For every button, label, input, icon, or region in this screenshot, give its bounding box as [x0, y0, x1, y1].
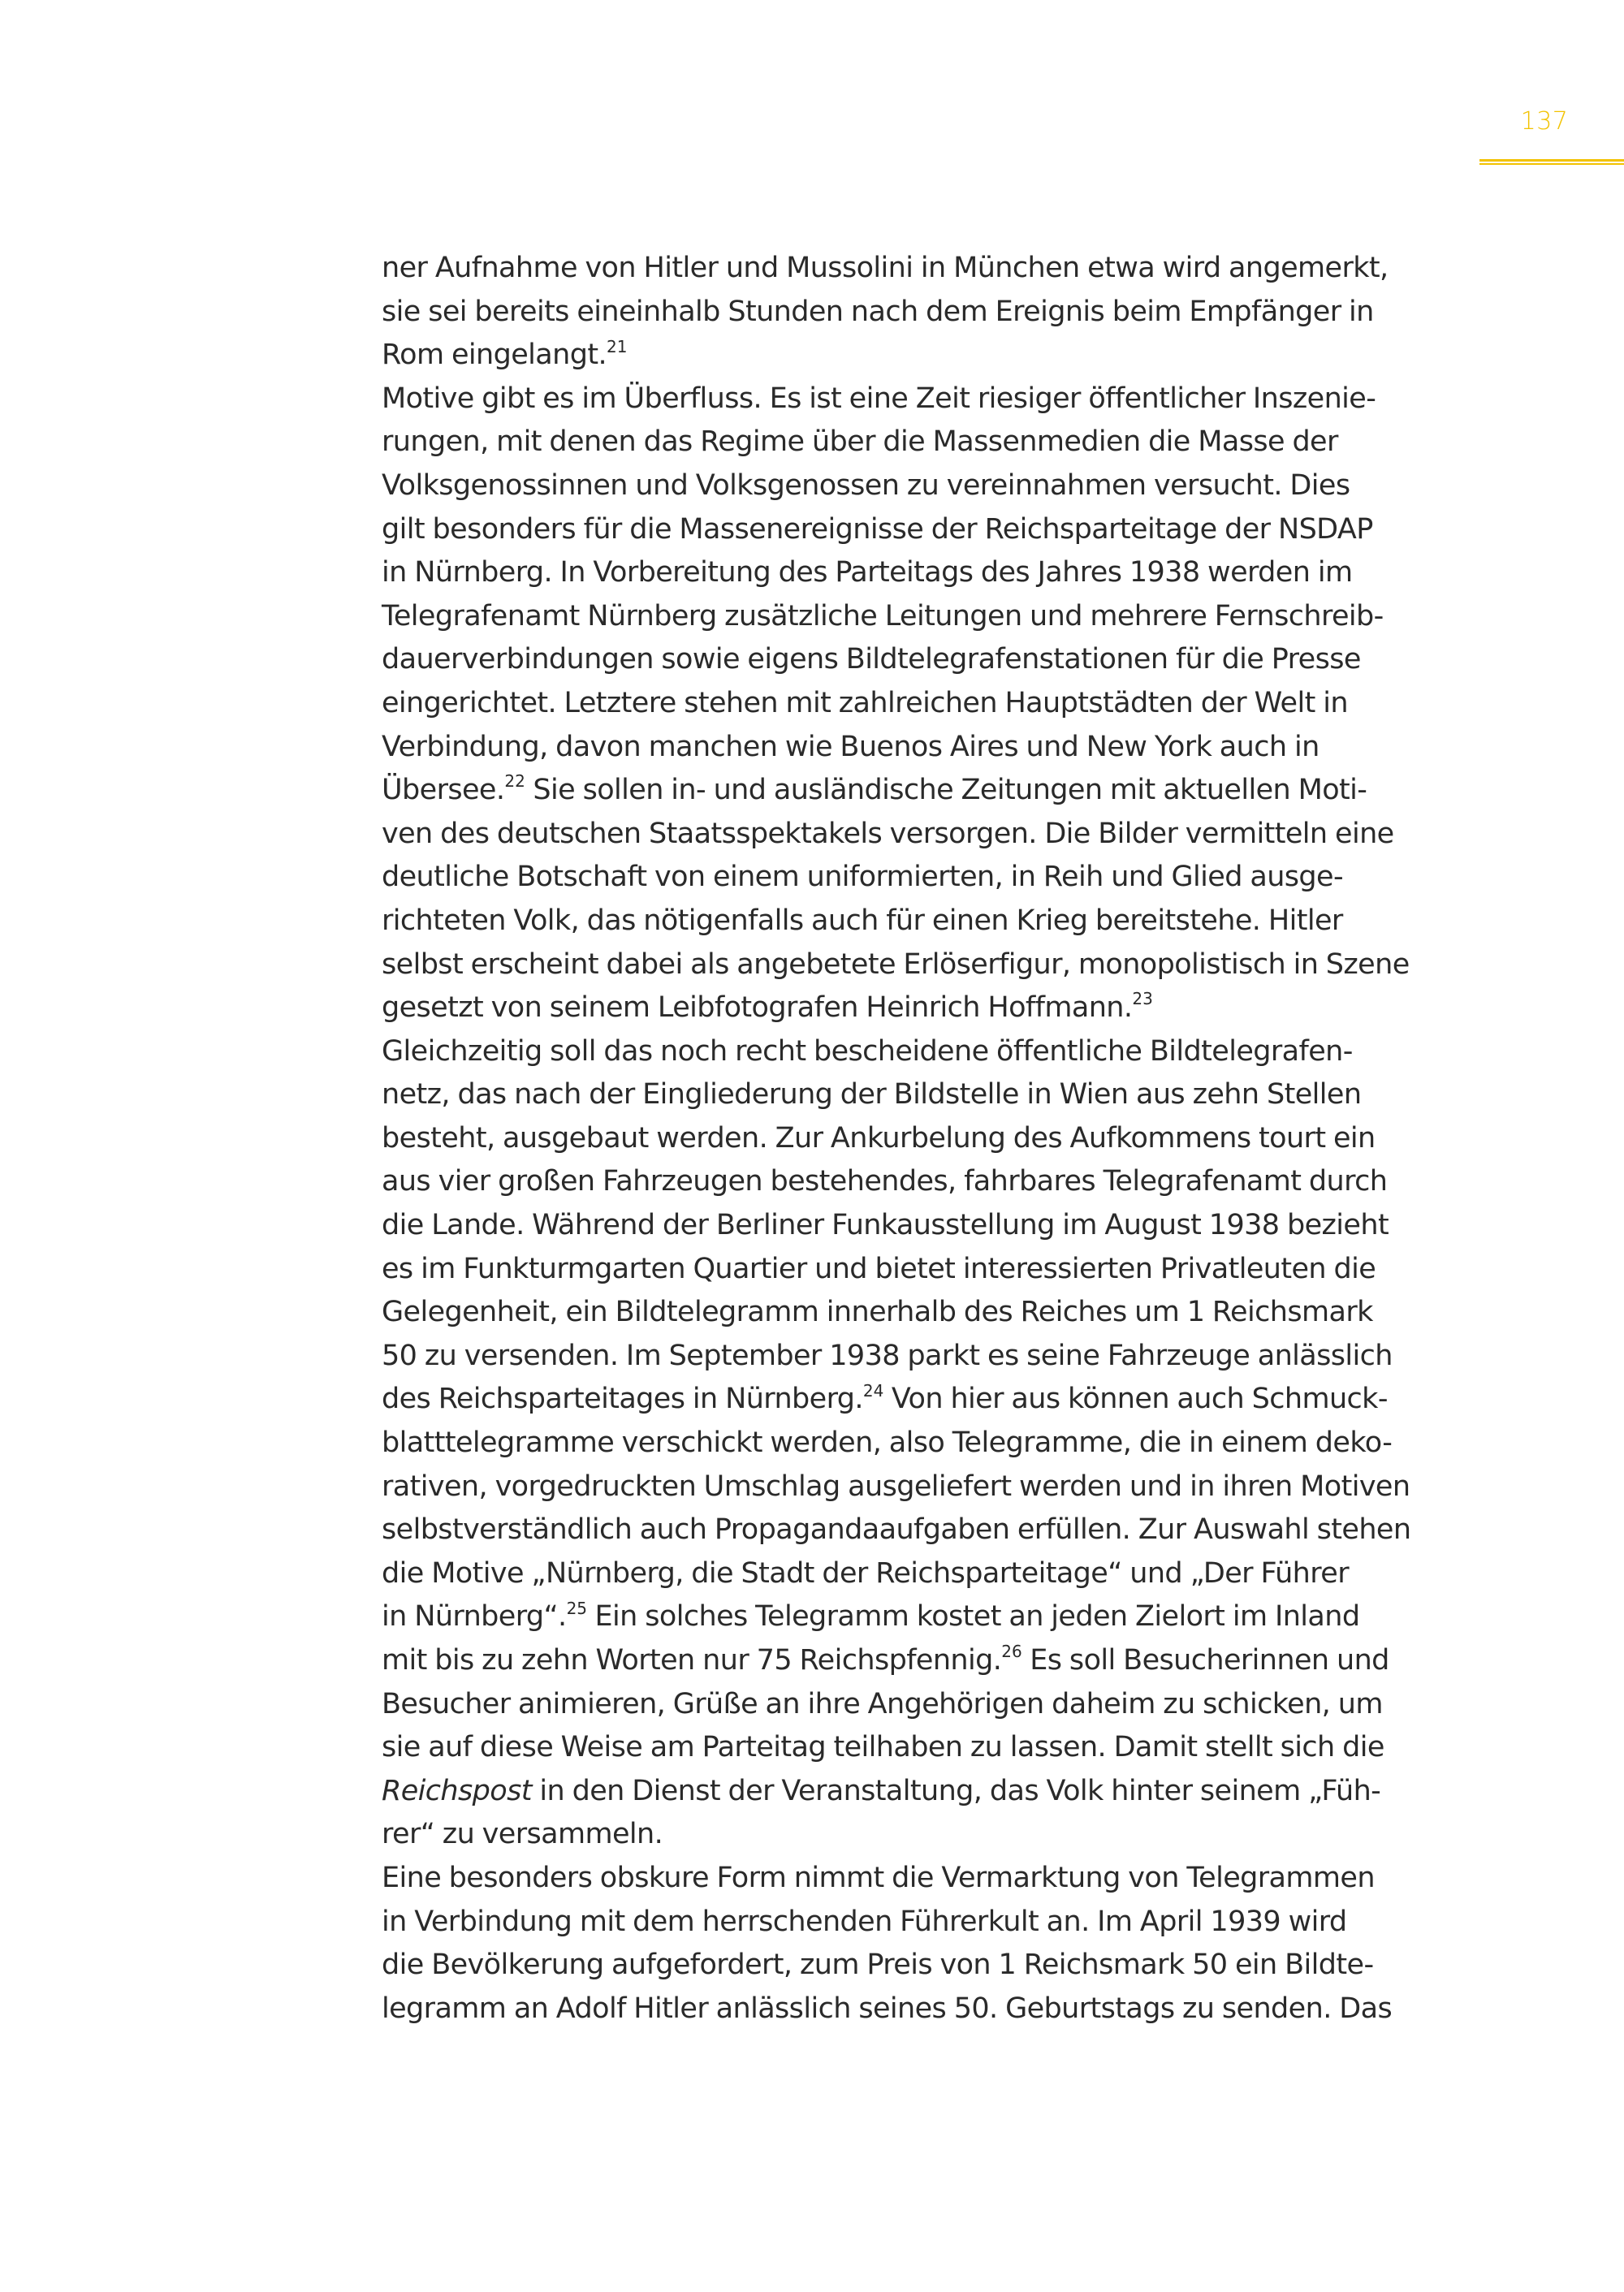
- body-text: [382, 247, 1518, 2031]
- text-span: die Bevölkerung aufgefordert, zum Preis von 1 Reichsmark 50 ein Bildte-: [382, 1949, 1374, 1982]
- text-line: [382, 1030, 1518, 1074]
- footnote-reference: 23: [1132, 989, 1153, 1009]
- text-line: [382, 508, 1518, 552]
- footnote-reference: 21: [607, 336, 628, 356]
- text-line: [382, 421, 1518, 464]
- text-span: in Nürnberg. In Vorbereitung des Parteitags des Jahres 1938 werden im: [382, 556, 1353, 589]
- text-span: deutliche Botschaft von einem uniformierten, in Reih und Glied ausge-: [382, 861, 1343, 894]
- text-line: [382, 464, 1518, 508]
- text-span: Gleichzeitig soll das noch recht bescheidene öffentliche Bildtelegrafen-: [382, 1034, 1353, 1068]
- text-line: [382, 1726, 1518, 1770]
- text-line: [382, 1770, 1518, 1814]
- text-span: aus vier großen Fahrzeugen bestehendes, fahrbares Telegrafenamt durch: [382, 1165, 1388, 1198]
- text-line: [382, 1073, 1518, 1117]
- text-span: ner Aufnahme von Hitler und Mussolini in München etwa wird angemerkt,: [382, 252, 1389, 284]
- text-line: [382, 1639, 1518, 1683]
- footnote-reference: 26: [1001, 1642, 1022, 1662]
- text-span: rungen, mit denen das Regime über die Massenmedien die Masse der: [382, 425, 1338, 459]
- text-span: blatttelegramme verschickt werden, also Telegramme, die in einem deko-: [382, 1427, 1393, 1460]
- text-span: selbstverständlich auch Propagandaaufgaben erfüllen. Zur Auswahl stehen: [382, 1513, 1411, 1547]
- text-span: die Motive „Nürnberg, die Stadt der Reichsparteitage“ und „Der Führer: [382, 1556, 1349, 1590]
- text-line: [382, 551, 1518, 595]
- text-line: [382, 1509, 1518, 1552]
- text-line: [382, 856, 1518, 900]
- text-span: richteten Volk, das nötigenfalls auch für einen Krieg bereitstehe. Hitler: [382, 904, 1343, 937]
- text-line: [382, 1378, 1518, 1422]
- text-span: eingerichtet. Letztere stehen mit zahlreichen Hauptstädten der Welt in: [382, 686, 1348, 719]
- text-line: [382, 1857, 1518, 1901]
- text-span: selbst erscheint dabei als angebetete Erlöserfigur, monopolistisch in Szene: [382, 947, 1410, 981]
- text-span: gilt besonders für die Massenereignisse der Reichsparteitage der NSDAP: [382, 512, 1373, 546]
- text-span: Besucher animieren, Grüße an ihre Angehörigen daheim zu schicken, um: [382, 1687, 1383, 1720]
- page-number: 137: [1520, 107, 1569, 136]
- text-span: mit bis zu zehn Worten nur 75 Reichspfennig.: [382, 1644, 1002, 1677]
- text-line: [382, 1552, 1518, 1596]
- text-line: [382, 1160, 1518, 1204]
- text-line: [382, 638, 1518, 682]
- text-line: [382, 1944, 1518, 1988]
- text-line: [382, 378, 1518, 421]
- text-span: rer“ zu versammeln.: [382, 1818, 663, 1851]
- italic-text: Reichspost: [382, 1774, 532, 1807]
- text-line: [382, 1248, 1518, 1292]
- text-line: [382, 1204, 1518, 1248]
- footnote-reference: 24: [862, 1380, 884, 1401]
- text-span: in den Dienst der Veranstaltung, das Volk hinter seinem „Füh-: [531, 1774, 1381, 1807]
- text-span: Telegrafenamt Nürnberg zusätzliche Leitungen und mehrere Fernschreib-: [382, 599, 1384, 632]
- text-line: [382, 1988, 1518, 2031]
- text-span: Es soll Besucherinnen und: [1021, 1644, 1389, 1677]
- text-line: [382, 1291, 1518, 1335]
- text-span: in Nürnberg“.: [382, 1600, 567, 1634]
- text-span: Motive gibt es im Überfluss. Es ist eine Zeit riesiger öffentlicher Inszenie-: [382, 382, 1376, 415]
- text-span: Eine besonders obskure Form nimmt die Vermarktung von Telegrammen: [382, 1861, 1375, 1894]
- text-span: ven des deutschen Staatsspektakels versorgen. Die Bilder vermitteln eine: [382, 817, 1394, 850]
- text-span: es im Funkturmgarten Quartier und bietet interessierten Privatleuten die: [382, 1252, 1376, 1285]
- text-span: Ein solches Telegramm kostet an jeden Zielort im Inland: [587, 1600, 1360, 1634]
- text-line: [382, 769, 1518, 813]
- text-span: rativen, vorgedruckten Umschlag ausgeliefert werden und in ihren Motiven: [382, 1470, 1410, 1503]
- text-line: [382, 1422, 1518, 1465]
- text-span: dauerverbindungen sowie eigens Bildtelegrafenstationen für die Presse: [382, 643, 1361, 676]
- text-line: [382, 334, 1518, 378]
- text-span: des Reichsparteitages in Nürnberg.: [382, 1383, 863, 1416]
- text-line: [382, 1813, 1518, 1857]
- text-span: sie auf diese Weise am Parteitag teilhaben zu lassen. Damit stellt sich die: [382, 1731, 1384, 1764]
- text-line: [382, 1595, 1518, 1639]
- text-span: Übersee.: [382, 774, 505, 807]
- text-span: die Lande. Während der Berliner Funkausstellung im August 1938 bezieht: [382, 1209, 1389, 1242]
- text-line: [382, 1335, 1518, 1379]
- text-span: Verbindung, davon manchen wie Buenos Aires und New York auch in: [382, 730, 1320, 763]
- text-span: Gelegenheit, ein Bildtelegramm innerhalb des Reiches um 1 Reichsmark: [382, 1296, 1373, 1329]
- text-span: sie sei bereits eineinhalb Stunden nach dem Ereignis beim Empfänger in: [382, 295, 1374, 328]
- text-line: [382, 943, 1518, 987]
- text-line: [382, 986, 1518, 1030]
- text-line: [382, 900, 1518, 943]
- text-line: [382, 1117, 1518, 1161]
- text-span: legramm an Adolf Hitler anlässlich seines 50. Geburtstags zu senden. Das: [382, 1992, 1393, 2025]
- text-span: Rom eingelangt.: [382, 339, 607, 372]
- text-span: Von hier aus können auch Schmuck-: [883, 1383, 1388, 1416]
- text-line: [382, 1465, 1518, 1509]
- header-rule: [1479, 159, 1624, 165]
- text-span: gesetzt von seinem Leibfotografen Heinrich Hoffmann.: [382, 991, 1133, 1025]
- text-span: besteht, ausgebaut werden. Zur Ankurbelung des Aufkommens tourt ein: [382, 1121, 1376, 1155]
- text-span: netz, das nach der Eingliederung der Bildstelle in Wien aus zehn Stellen: [382, 1078, 1362, 1111]
- text-line: [382, 813, 1518, 857]
- text-line: [382, 291, 1518, 335]
- text-span: in Verbindung mit dem herrschenden Führerkult an. Im April 1939 wird: [382, 1905, 1347, 1938]
- text-line: [382, 1683, 1518, 1727]
- text-span: Sie sollen in- und ausländische Zeitungen mit aktuellen Moti-: [525, 774, 1367, 807]
- text-line: [382, 595, 1518, 639]
- text-span: 50 zu versenden. Im September 1938 parkt es seine Fahrzeuge anlässlich: [382, 1339, 1393, 1372]
- text-line: [382, 682, 1518, 726]
- text-span: Volksgenossinnen und Volksgenossen zu vereinnahmen versucht. Dies: [382, 468, 1350, 502]
- footnote-reference: 22: [504, 771, 525, 792]
- text-line: [382, 247, 1518, 291]
- text-line: [382, 1901, 1518, 1945]
- footnote-reference: 25: [566, 1598, 588, 1618]
- text-line: [382, 726, 1518, 770]
